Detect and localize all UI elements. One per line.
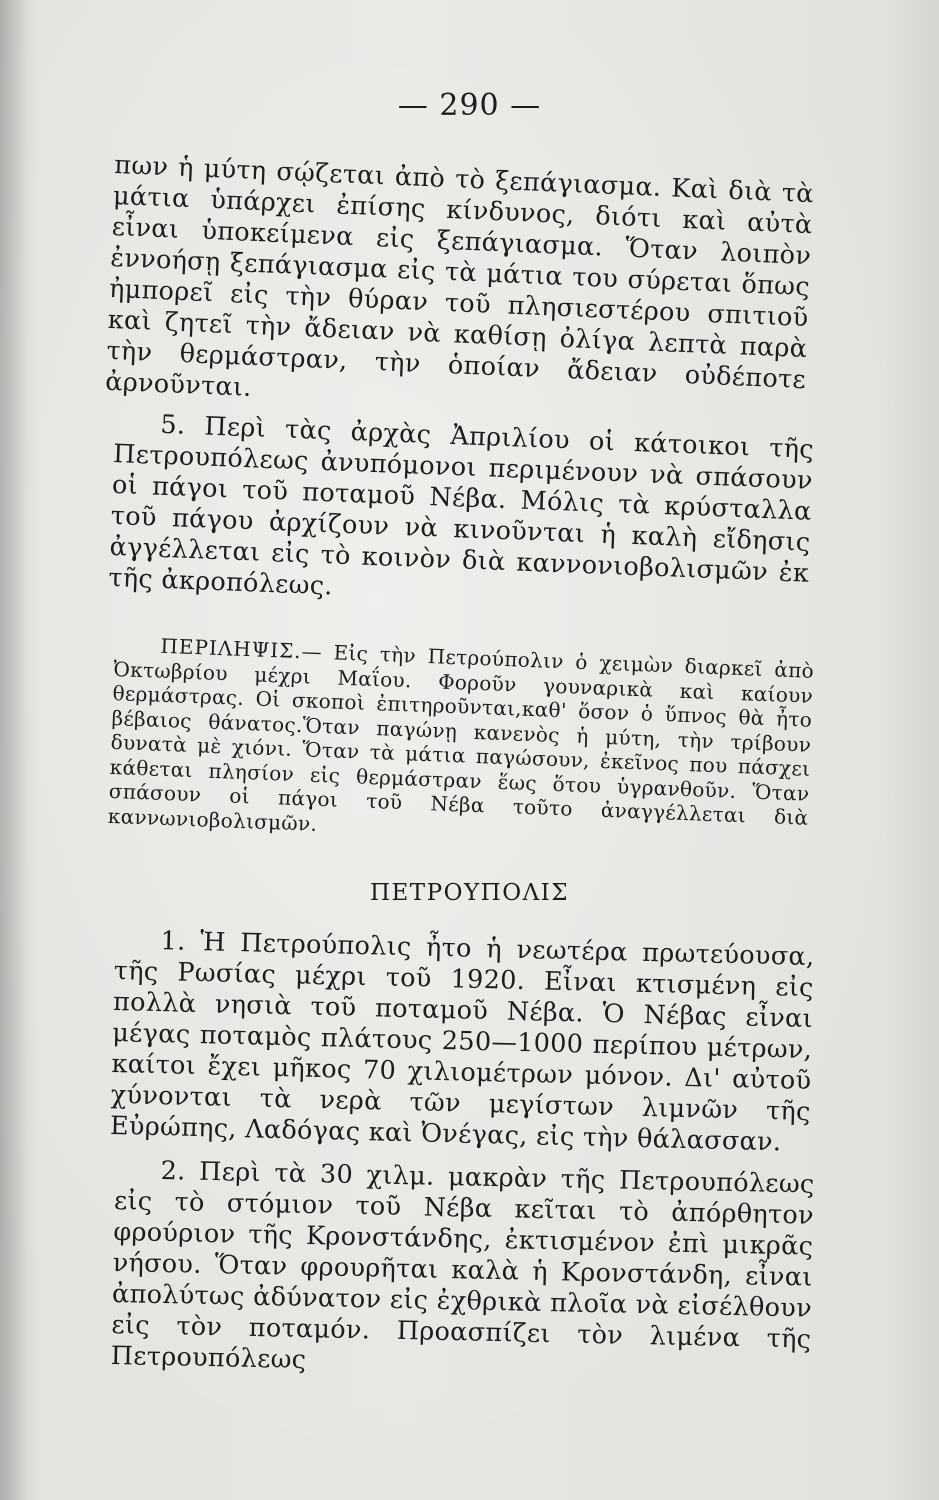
paragraph-text: 5. Περὶ τὰς ἀρχὰς Ἀπριλίου οἱ κάτοικοι τῆς Πετρουπόλεως ἀνυπόμονοι περιμένουν νὰ σπάσουν οἱ πάγοι τοῦ ποταμοῦ Νέβα. Μόλις τὰ κρύσταλλα τοῦ πάγου ἀρχίζουν νὰ κινοῦνται ἡ καλὴ εἴδησις ἀγγέλλεται εἰς τὸ κοινὸν διὰ καννονιοβολισμῶν ἐκ τῆς ἀκροπόλεως. [107,409,815,602]
paragraph-1 [110,925,815,1159]
paragraph-text: πων ἡ μύτη σῴζεται ἀπὸ τὸ ξεπάγιασμα. Καὶ διὰ τὰ μάτια ὑπάρχει ἐπίσης κίνδυνος, διότι καὶ αὐτὰ εἶναι ὑποκείμενα εἰς ξεπάγιασμα. Ὅταν λοιπὸν ἐννοήσῃ ξεπάγιασμα εἰς τὰ μάτια του σύρεται ὅπως ἠμπορεῖ εἰς τὴν θύραν τοῦ πλησιεστέρου σπιτιοῦ καὶ ζητεῖ τὴν ἄδειαν νὰ καθίσῃ ὀλίγα λεπτὰ παρὰ τὴν θερμάστραν, τὴν ὁποίαν ἄδειαν οὐδέποτε ἀρνοῦνται. [104,150,815,403]
summary-label: ΠΕΡΙΛΗΨΙΣ. [160,633,303,664]
summary-text: — Εἰς τὴν Πετρούπολιν ὁ χειμὼν διαρκεῖ ἀπὸ Ὀκτωβρίου μέχρι Μαΐου. Φοροῦν γουναρικὰ καὶ καίουν θερμάστρας. Οἱ σκοποὶ ἐπιτηροῦνται,καθ' ὅσον ὁ ὕπνος θὰ ἦτο βέβαιος θάνατος.Ὅταν παγώνῃ κανενὸς ἡ μύτη, τὴν τρίβουν δυνατὰ μὲ χιόνι. Ὅταν τὰ μάτια παγώσουν, ἐκεῖνος που πάσχει κάθεται πλησίον εἰς θερμάστραν ἕως ὅτου ὑγρανθοῦν. Ὅταν σπάσουν οἱ πάγοι τοῦ Νέβα τοῦτο ἀναγγέλλεται διὰ καννωνιοβολισμῶν. [107,639,815,836]
summary-paragraph [107,632,814,855]
paragraph-text: 2. Περὶ τὰ 30 χιλμ. μακρὰν τῆς Πετρουπόλεως εἰς τὸ στόμιον τοῦ Νέβα κεῖται τὸ ἀπόρθητον φρούριον τῆς Κρονστάνδης, ἐκτισμένον ἐπὶ μικρᾶς νήσου. Ὅταν φρουρῆται καλὰ ἡ Κρονστάνδη, εἶναι ἀπολύτως ἀδύνατον εἰς ἐχθρικὰ πλοῖα νὰ εἰσέλθουν εἰς τὸν ποταμόν. Προασπίζει τὸν λιμένα τῆς Πετρουπόλεως [110,1155,815,1376]
summary-text-wrapper [107,632,814,855]
paragraph-continuation [105,150,815,427]
paragraph-text: 1. Ἡ Πετρούπολις ἦτο ἡ νεωτέρα πρωτεύουσα, τῆς Ρωσίας μέχρι τοῦ 1920. Εἶναι κτισμένη εἰς πολλὰ νησιὰ τοῦ ποταμοῦ Νέβα. Ὁ Νέβας εἶναι μέγας ποταμὸς πλάτους 250—1000 περίπου μέτρων, καίτοι ἔχει μῆκος 70 χιλιομέτρων μόνον. Δι' αὐτοῦ χύνονται τὰ νερὰ τῶν μεγίστων λιμνῶν τῆς Εὐρώπης, Λαδόγας καὶ Ὀνέγας, εἰς τὴν θάλασσαν. [109,926,815,1158]
page-gutter-shadow [0,0,28,1500]
page-number: — 290 — [397,88,542,123]
section-heading: ΠΕΤΡΟΥΠΟΛΙΣ [369,880,570,906]
paragraph-2 [110,1155,814,1387]
paragraph-5 [108,408,815,621]
